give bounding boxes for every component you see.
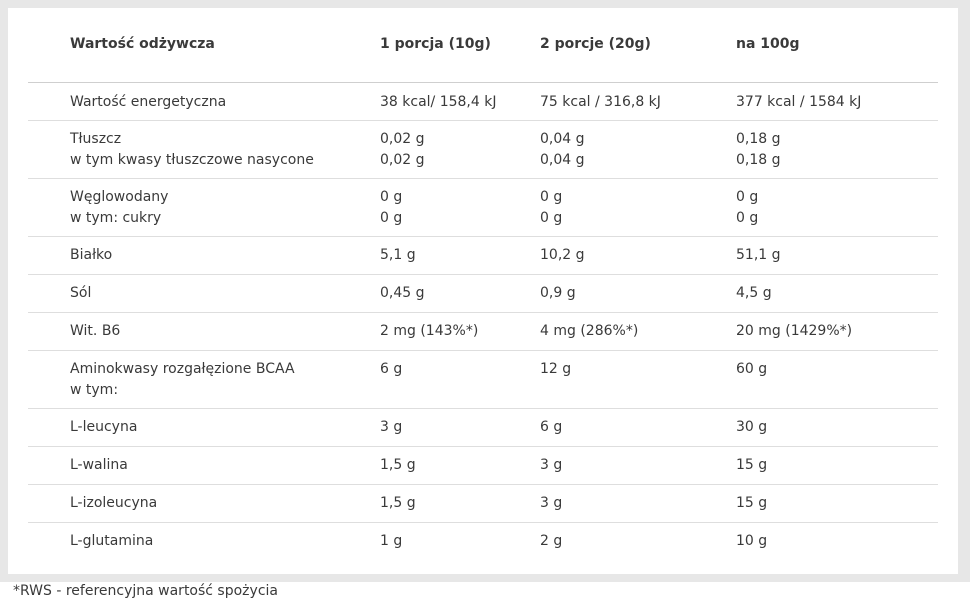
per-100g-cell [736, 121, 938, 179]
one-portion-cell [380, 313, 540, 351]
header-two-portions: 2 porcje (20g) [540, 8, 736, 83]
table-container [8, 8, 958, 574]
one-portion-cell [380, 83, 540, 121]
cell-text: 0,02 g [380, 131, 425, 147]
nutrient-cell [28, 409, 380, 447]
cell-text: 4,5 g [736, 285, 772, 301]
header-nutrient: Wartość odżywcza [28, 8, 380, 83]
cell-text: 1,5 g [380, 457, 416, 473]
nutrient-cell [28, 351, 380, 409]
two-portions-cell [540, 447, 736, 485]
one-portion-cell [380, 351, 540, 409]
two-portions-cell [540, 409, 736, 447]
cell-text: 0,9 g [540, 285, 576, 301]
nutrient-cell [28, 485, 380, 523]
cell-text: 0,02 g [380, 152, 425, 168]
two-portions-cell [540, 179, 736, 237]
one-portion-cell [380, 237, 540, 275]
footnote: *RWS - referencyjna wartość spożycia [13, 583, 278, 599]
cell-text: 2 mg (143%*) [380, 323, 479, 339]
cell-text: 4 mg (286%*) [540, 323, 639, 339]
cell-text: 0 g [736, 189, 759, 205]
cell-text: 0 g [540, 189, 563, 205]
per-100g-cell [736, 83, 938, 121]
cell-text: 10,2 g [540, 247, 585, 263]
nutrition-table [28, 8, 938, 561]
per-100g-cell [736, 237, 938, 275]
cell-text: Sól [70, 285, 92, 301]
cell-text: 15 g [736, 495, 768, 511]
two-portions-cell [540, 275, 736, 313]
cell-text: 0,18 g [736, 131, 781, 147]
per-100g-cell [736, 409, 938, 447]
table-row [28, 313, 938, 351]
cell-text: 1,5 g [380, 495, 416, 511]
two-portions-cell [540, 485, 736, 523]
nutrient-cell [28, 275, 380, 313]
nutrient-cell [28, 313, 380, 351]
per-100g-cell [736, 447, 938, 485]
cell-text: 0 g [736, 210, 759, 226]
cell-text: 15 g [736, 457, 768, 473]
table-row [28, 523, 938, 561]
cell-text: 3 g [540, 495, 563, 511]
cell-text: Węglowodany [70, 189, 169, 205]
cell-text: 51,1 g [736, 247, 781, 263]
per-100g-cell [736, 313, 938, 351]
cell-text: L-walina [70, 457, 128, 473]
cell-text: 60 g [736, 361, 768, 377]
header-one-portion: 1 porcja (10g) [380, 8, 540, 83]
per-100g-cell [736, 275, 938, 313]
two-portions-cell [540, 351, 736, 409]
cell-text: 12 g [540, 361, 572, 377]
cell-text: Wit. B6 [70, 323, 121, 339]
cell-text: 10 g [736, 533, 768, 549]
table-row [28, 485, 938, 523]
cell-text: 0,04 g [540, 152, 585, 168]
table-row [28, 121, 938, 179]
two-portions-cell [540, 523, 736, 561]
cell-text: w tym: cukry [70, 210, 162, 226]
table-row [28, 351, 938, 409]
cell-text: Aminokwasy rozgałęzione BCAA [70, 361, 295, 377]
two-portions-cell [540, 237, 736, 275]
two-portions-cell [540, 121, 736, 179]
per-100g-cell [736, 485, 938, 523]
cell-text: w tym: [70, 382, 119, 398]
one-portion-cell [380, 179, 540, 237]
header-per-100g: na 100g [736, 8, 938, 83]
cell-text: 38 kcal/ 158,4 kJ [380, 94, 497, 110]
one-portion-cell [380, 447, 540, 485]
cell-text: Białko [70, 247, 113, 263]
cell-text: 1 g [380, 533, 403, 549]
two-portions-cell [540, 83, 736, 121]
one-portion-cell [380, 485, 540, 523]
cell-text: L-glutamina [70, 533, 154, 549]
cell-text: 0 g [540, 210, 563, 226]
nutrient-cell [28, 121, 380, 179]
nutrient-cell [28, 523, 380, 561]
cell-text: 6 g [540, 419, 563, 435]
one-portion-cell [380, 409, 540, 447]
cell-text: 2 g [540, 533, 563, 549]
two-portions-cell [540, 313, 736, 351]
cell-text: 377 kcal / 1584 kJ [736, 94, 862, 110]
table-row [28, 237, 938, 275]
one-portion-cell [380, 275, 540, 313]
one-portion-cell [380, 523, 540, 561]
cell-text: 0,18 g [736, 152, 781, 168]
table-row [28, 409, 938, 447]
cell-text: 6 g [380, 361, 403, 377]
cell-text: 20 mg (1429%*) [736, 323, 853, 339]
cell-text: L-leucyna [70, 419, 138, 435]
cell-text: 3 g [540, 457, 563, 473]
cell-text: 0,04 g [540, 131, 585, 147]
nutrient-cell [28, 447, 380, 485]
cell-text: 3 g [380, 419, 403, 435]
cell-text: w tym kwasy tłuszczowe nasycone [70, 152, 314, 168]
per-100g-cell [736, 351, 938, 409]
cell-text: Wartość energetyczna [70, 94, 227, 110]
table-row [28, 83, 938, 121]
cell-text: 75 kcal / 316,8 kJ [540, 94, 661, 110]
nutrient-cell [28, 179, 380, 237]
per-100g-cell [736, 523, 938, 561]
cell-text: 0,45 g [380, 285, 425, 301]
table-header-row [28, 8, 938, 83]
cell-text: Tłuszcz [70, 131, 122, 147]
cell-text: 0 g [380, 189, 403, 205]
one-portion-cell [380, 121, 540, 179]
table-row [28, 447, 938, 485]
cell-text: L-izoleucyna [70, 495, 158, 511]
nutrient-cell [28, 237, 380, 275]
cell-text: 0 g [380, 210, 403, 226]
per-100g-cell [736, 179, 938, 237]
cell-text: 5,1 g [380, 247, 416, 263]
nutrient-cell [28, 83, 380, 121]
cell-text: 30 g [736, 419, 768, 435]
table-row [28, 275, 938, 313]
table-row [28, 179, 938, 237]
